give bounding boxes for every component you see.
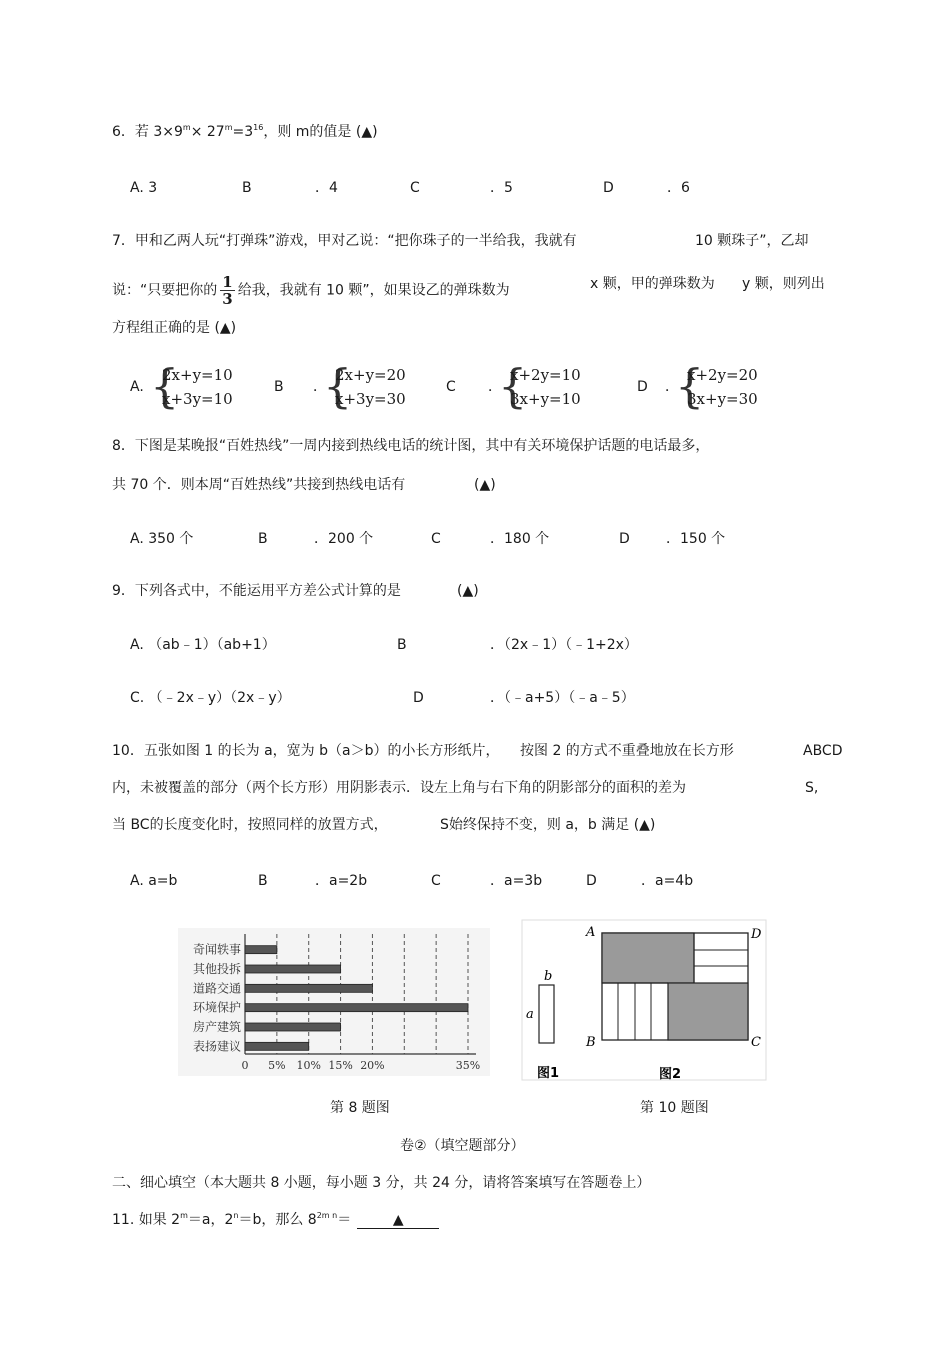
- bar: [245, 1004, 468, 1012]
- equation: x+3y=30: [335, 390, 406, 408]
- q10-text: S始终保持不变，则 a，b 满足 (▲): [440, 817, 656, 833]
- brace-icon: {: [323, 359, 353, 413]
- q9-option-d: ．（﹣a+5）（﹣a﹣5）: [490, 690, 635, 706]
- q8-option-a: A. 350 个: [130, 531, 194, 547]
- q7-text: y 颗，则列出: [742, 276, 825, 292]
- brace-icon: {: [498, 359, 528, 413]
- figure-8-caption: 第 8 题图: [330, 1100, 390, 1116]
- bar: [245, 1023, 341, 1031]
- q9-text: (▲): [457, 583, 479, 599]
- one-third-fraction: [220, 274, 234, 307]
- q8-option-d-letter: D: [619, 531, 630, 547]
- shaded-bottom-right: [668, 983, 748, 1040]
- equation: x+3y=10: [162, 390, 233, 408]
- q6-sup: m: [182, 123, 191, 132]
- q11-text: ＝: [337, 1212, 352, 1228]
- fig1-caption: 图1: [537, 1066, 560, 1081]
- x-tick-label: 5%: [268, 1059, 286, 1072]
- q11-text: ＝b，那么 8: [238, 1212, 317, 1228]
- category-label: 环境保护: [192, 1000, 241, 1015]
- x-tick-label: 0: [241, 1059, 249, 1072]
- q8-option-c-letter: C: [431, 531, 441, 547]
- category-label: 其他投拆: [192, 962, 241, 976]
- q11-text: 11. 如果 2: [112, 1212, 181, 1228]
- equation: 2x+y=20: [335, 366, 406, 384]
- fig1-label-b: b: [544, 969, 553, 984]
- q10-text: 当 BC的长度变化时，按照同样的放置方式，: [112, 817, 388, 833]
- fraction-denominator: 3: [222, 290, 233, 308]
- q9-option-b-letter: B: [397, 637, 407, 653]
- q10-line1: [112, 741, 499, 761]
- q10-figure: [520, 918, 770, 1083]
- q7-option-c-letter: C: [446, 379, 456, 395]
- q8-option-b-letter: B: [258, 531, 268, 547]
- q10-text: 10．五张如图 1 的长为 a，宽为 b（a＞b）的小长方形纸片，: [112, 743, 500, 759]
- q6-stem: [112, 122, 378, 142]
- q7-option-b-letter: B: [274, 379, 284, 395]
- bar: [245, 1042, 309, 1050]
- corner-label-c: C: [751, 1035, 761, 1050]
- q6-sup: 16: [253, 123, 264, 132]
- fig1-rectangle: [539, 985, 554, 1043]
- bar: [245, 984, 372, 992]
- q7-line2: [112, 274, 510, 307]
- x-tick-label: 20%: [360, 1059, 385, 1072]
- q7-text: 给我，我就有 10 颗”，如果设乙的弹珠数为: [237, 282, 510, 299]
- section-heading-text: 二、细心填空（本大题共 8 小题，每小题 3 分，共 24 分，请将答案填写在答题卷上）: [112, 1175, 651, 1191]
- q6-option-d-letter: D: [603, 180, 614, 196]
- q7-option-d-label: ．: [665, 379, 679, 395]
- q10-option-a: A. a=b: [130, 873, 178, 889]
- q6-text: × 27: [190, 124, 225, 140]
- brace-icon: {: [150, 359, 180, 413]
- q8-line2: [112, 475, 405, 495]
- q9-option-d-letter: D: [413, 690, 424, 706]
- q8-text: 共 70 个．则本周“百姓热线”共接到热线电话有: [112, 477, 406, 493]
- corner-label-b: B: [586, 1035, 596, 1050]
- q9-option-c: C. （﹣2x﹣y）（2x﹣y）: [130, 690, 291, 706]
- brace-icon: {: [675, 359, 705, 413]
- equation: x+2y=10: [510, 366, 581, 384]
- q6-text: =3: [232, 124, 254, 140]
- section-title: 卷②（填空题部分）: [400, 1138, 525, 1154]
- q6-text: ，则 m的值是 (▲): [263, 124, 378, 140]
- section-heading: [112, 1173, 650, 1193]
- q7-option-c-label: ．: [488, 379, 502, 395]
- equation: 3x+y=10: [510, 390, 581, 408]
- q10-text: ABCD: [803, 743, 843, 759]
- q10-option-c-letter: C: [431, 873, 441, 889]
- q7-line1: [112, 231, 577, 251]
- x-tick-label: 15%: [328, 1059, 353, 1072]
- q11-stem: [112, 1210, 439, 1230]
- q8-option-d: ．150 个: [666, 531, 726, 547]
- q8-option-b: ．200 个: [314, 531, 374, 547]
- q7-option-b-label: ．: [313, 379, 327, 395]
- category-label: 道路交通: [192, 981, 241, 996]
- q9-option-a: A. （ab﹣1）（ab+1）: [130, 637, 276, 653]
- q9-line1: [112, 581, 401, 601]
- q11-sup: 2m n: [316, 1211, 338, 1220]
- q8-line1: [112, 436, 709, 456]
- category-label: 房产建筑: [192, 1020, 241, 1034]
- q6-option-b-letter: B: [242, 180, 252, 196]
- q10-option-b: ．a=2b: [315, 873, 368, 889]
- equation: x+2y=20: [687, 366, 758, 384]
- q10-text: 按图 2 的方式不重叠地放在长方形: [520, 743, 734, 759]
- shaded-top-left: [602, 933, 694, 983]
- x-tick-label: 35%: [455, 1059, 481, 1072]
- q8-bar-chart: [178, 928, 490, 1076]
- bar: [245, 965, 341, 973]
- equation: 2x+y=10: [162, 366, 233, 384]
- q6-sup: m: [224, 123, 233, 132]
- q7-text: x 颗，甲的弹珠数为: [590, 276, 715, 292]
- q11-text: ＝a，2: [187, 1212, 234, 1228]
- q10-option-b-letter: B: [258, 873, 268, 889]
- q10-option-d-letter: D: [586, 873, 597, 889]
- q7-text: 说：“只要把你的: [112, 282, 218, 299]
- q8-option-c: ．180 个: [490, 531, 550, 547]
- category-label: 奇闻轶事: [192, 942, 241, 957]
- q7-line3: [112, 318, 236, 338]
- q7-text: 方程组正确的是 (▲): [112, 320, 237, 336]
- corner-label-d: D: [751, 927, 762, 942]
- equation: 3x+y=30: [687, 390, 758, 408]
- q11-sup: n: [233, 1211, 239, 1220]
- q10-line2: [112, 778, 686, 798]
- q9-option-b: ．（2x﹣1）（﹣1+2x）: [490, 637, 638, 653]
- q6-option-c: ．5: [490, 180, 513, 196]
- q6-option-c-letter: C: [410, 180, 420, 196]
- q10-line3: [112, 815, 388, 835]
- answer-blank: ▲: [357, 1212, 439, 1229]
- q6-text: 6．若 3×9: [112, 124, 183, 140]
- q9-text: 9．下列各式中，不能运用平方差公式计算的是: [112, 583, 401, 599]
- q11-sup: m: [180, 1211, 188, 1220]
- q10-option-c: ．a=3b: [490, 873, 543, 889]
- fig1-label-a: a: [526, 1007, 534, 1022]
- q10-text: S,: [805, 780, 819, 796]
- q7-text: 10 颗珠子”，乙却: [695, 233, 809, 249]
- q8-text: 8．下图是某晚报“百姓热线”一周内接到热线电话的统计图，其中有关环境保护话题的电话最多，: [112, 438, 710, 454]
- x-tick-label: 10%: [296, 1059, 321, 1072]
- q6-option-d: ．6: [667, 180, 690, 196]
- q7-option-a-label: A.: [130, 379, 144, 395]
- fraction-numerator: 1: [222, 273, 233, 291]
- category-label: 表扬建议: [192, 1039, 241, 1054]
- figure-10-caption: 第 10 题图: [640, 1100, 709, 1116]
- bar: [245, 946, 277, 954]
- q10-option-d: ．a=4b: [641, 873, 694, 889]
- q7-option-d-letter: D: [637, 379, 648, 395]
- q10-text: 内，未被覆盖的部分（两个长方形）用阴影表示．设左上角与右下角的阴影部分的面积的差为: [112, 780, 686, 796]
- q6-option-a: A. 3: [130, 180, 158, 196]
- q6-option-b: ．4: [315, 180, 338, 196]
- corner-label-a: A: [586, 925, 596, 940]
- q7-text: 7．甲和乙两人玩“打弹珠”游戏，甲对乙说：“把你珠子的一半给我，我就有: [112, 233, 577, 249]
- fig2-caption: 图2: [659, 1067, 682, 1082]
- q8-text: (▲): [474, 477, 496, 493]
